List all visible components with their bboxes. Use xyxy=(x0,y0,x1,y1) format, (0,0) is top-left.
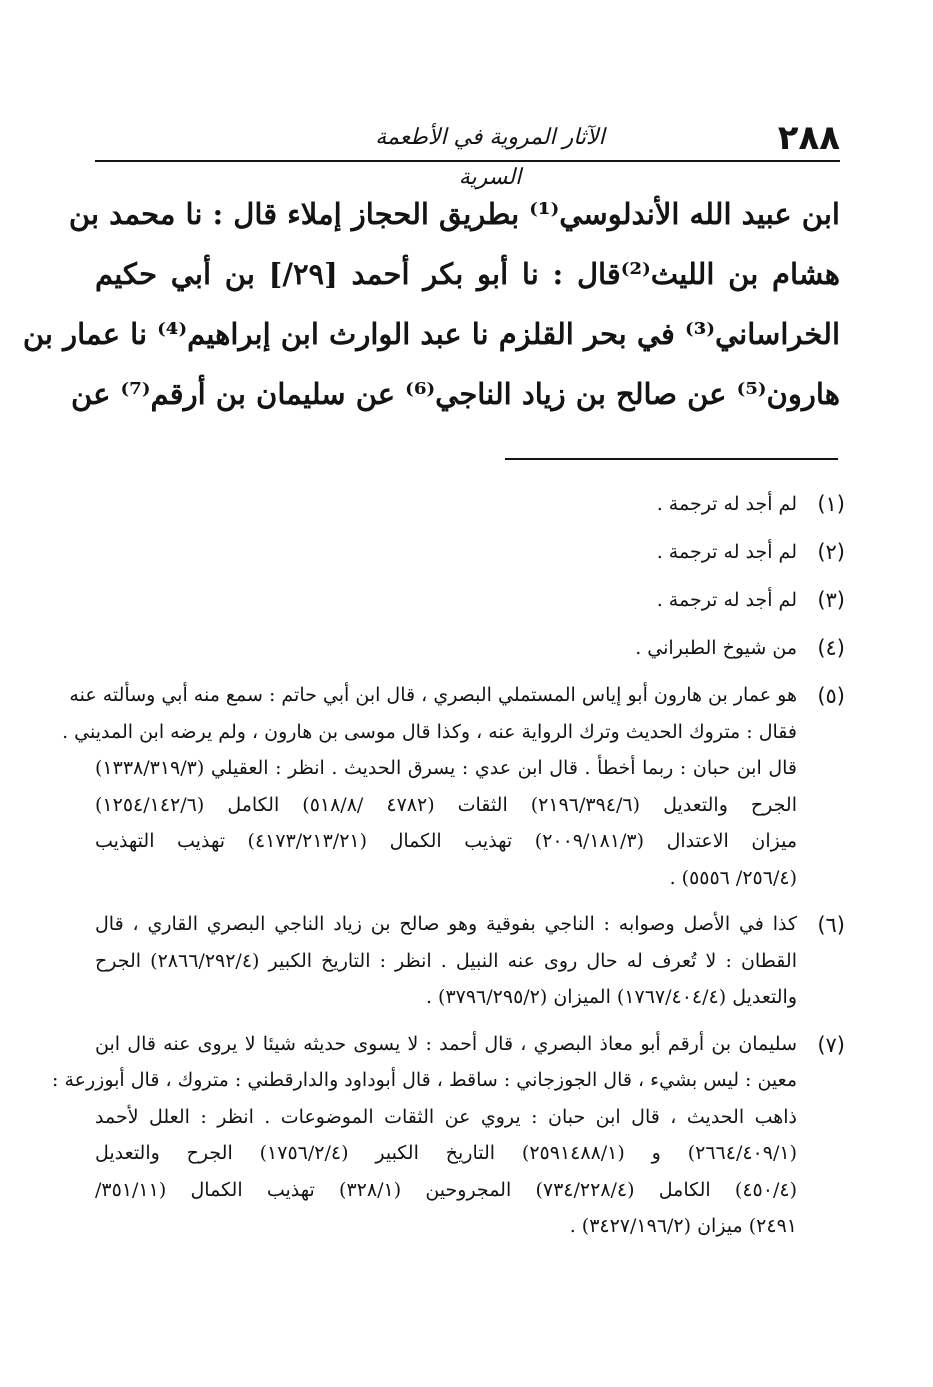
footnote-text: لم أجد له ترجمة . xyxy=(656,493,797,515)
footnote-number: (٢) xyxy=(817,540,845,564)
footnote-6 xyxy=(95,906,845,1016)
footnote-line: ميزان الاعتدال (٢٠٠٩/١٨١/٣) تهذيب الكمال (٤١٧٣/٢١٣/٢١) تهذيب التهذيب xyxy=(95,830,798,852)
running-title: الآثار المروية في الأطعمة السرية xyxy=(375,125,605,190)
page-header xyxy=(95,118,840,190)
footnote-line: ٢٤٩١) ميزان (٣٤٢٧/١٩٦/٢) . xyxy=(569,1215,797,1237)
footnote-number: (٣) xyxy=(817,588,845,612)
footnotes xyxy=(52,485,845,1255)
footnote-line: سليمان بن أرقم أبو معاذ البصري ، قال أحمد : لا يسوى حديثه شيئا لا يروى عنه قال ابن xyxy=(95,1032,797,1055)
footnote-line: والتعديل (١٧٦٧/٤٠٤/٤) الميزان (٣٧٩٦/٢٩٥/٢) . xyxy=(425,986,797,1008)
footnote-line: الجرح والتعديل (٢١٩٦/٣٩٤/٦) الثقات (٤٧٨٢ /٥١٨/٨) الكامل (١٢٥٤/١٤٢/٦) xyxy=(95,793,797,816)
footnote-1 xyxy=(95,485,845,523)
main-text-line: الخراساني⁽³⁾ في بحر القلزم نا عبد الوارث ابن إبراهيم⁽⁴⁾ نا عمار بن xyxy=(22,317,840,351)
footnote-line: هو عمار بن هارون أبو إياس المستملي البصري ، قال ابن أبي حاتم : سمع منه أبي وسألته عنه xyxy=(69,684,797,706)
footnote-number: (٦) xyxy=(817,913,845,937)
footnote-2 xyxy=(95,533,845,571)
footnote-4 xyxy=(95,629,845,667)
footnote-line: (٢٦٦٤/٤٠٩/١) و (٢٥٩١٤٨٨/١) التاريخ الكبير (١٧٥٦/٢/٤) الجرح والتعديل xyxy=(95,1142,797,1164)
footnote-number: (٥) xyxy=(817,684,845,708)
footnote-line: قال ابن حبان : ربما أخطأ . قال ابن عدي : يسرق الحديث . انظر : العقيلي (١٣٣٨/٣١٩/٣) xyxy=(95,757,797,779)
footnote-number: (١) xyxy=(817,492,845,516)
footnote-line: كذا في الأصل وصوابه : الناجي بفوقية وهو صالح بن زياد الناجي البصري القاري ، قال xyxy=(95,913,797,935)
main-text-line: ابن عبيد الله الأندلوسي⁽¹⁾ بطريق الحجاز إملاء قال : نا محمد بن xyxy=(68,197,840,231)
footnote-text: من شيوخ الطبراني . xyxy=(635,637,797,659)
footnote-line: معين : ليس بشيء ، قال الجوزجاني : ساقط ، قال أبوداود والدارقطني : متروك ، قال أبوزرعة : xyxy=(52,1069,797,1091)
footnote-number: (٤) xyxy=(817,636,845,660)
header-rule xyxy=(95,160,840,162)
footnote-text: لم أجد له ترجمة . xyxy=(656,541,797,563)
main-text-line: هشام بن الليث⁽²⁾قال : نا أبو بكر أحمد [٢٩/] بن أبي حكيم xyxy=(95,257,840,291)
footnote-separator xyxy=(505,458,838,460)
footnote-text: لم أجد له ترجمة . xyxy=(656,589,797,611)
page-number: ٢٨٨ xyxy=(777,118,840,158)
footnote-3 xyxy=(95,581,845,619)
footnote-5 xyxy=(62,677,845,896)
footnote-line: فقال : متروك الحديث وترك الرواية عنه ، وكذا قال موسى بن هارون ، ولم يرضه ابن المديني . xyxy=(62,720,797,743)
main-text xyxy=(22,184,840,424)
main-text-line: هارون⁽⁵⁾ عن صالح بن زياد الناجي⁽⁶⁾ عن سليمان بن أرقم⁽⁷⁾ عن xyxy=(71,377,840,411)
footnote-line: القطان : لا تُعرف له حال روى عنه النبيل . انظر : التاريخ الكبير (٢٨٦٦/٢٩٢/٤) الجرح xyxy=(95,949,797,972)
footnote-line: (٢٥٦/٤/ ٥٥٥٦) . xyxy=(669,866,797,889)
footnote-number: (٧) xyxy=(817,1032,845,1057)
footnote-line: (٤٥٠/٤) الكامل (٧٣٤/٢٢٨/٤) المجروحين (٣٢٨/١) تهذيب الكمال (٣٥١/١١/ xyxy=(95,1178,797,1201)
footnote-7 xyxy=(52,1026,845,1245)
footnote-line: ذاهب الحديث ، قال ابن حبان : يروي عن الثقات الموضوعات . انظر : العلل لأحمد xyxy=(95,1105,797,1128)
